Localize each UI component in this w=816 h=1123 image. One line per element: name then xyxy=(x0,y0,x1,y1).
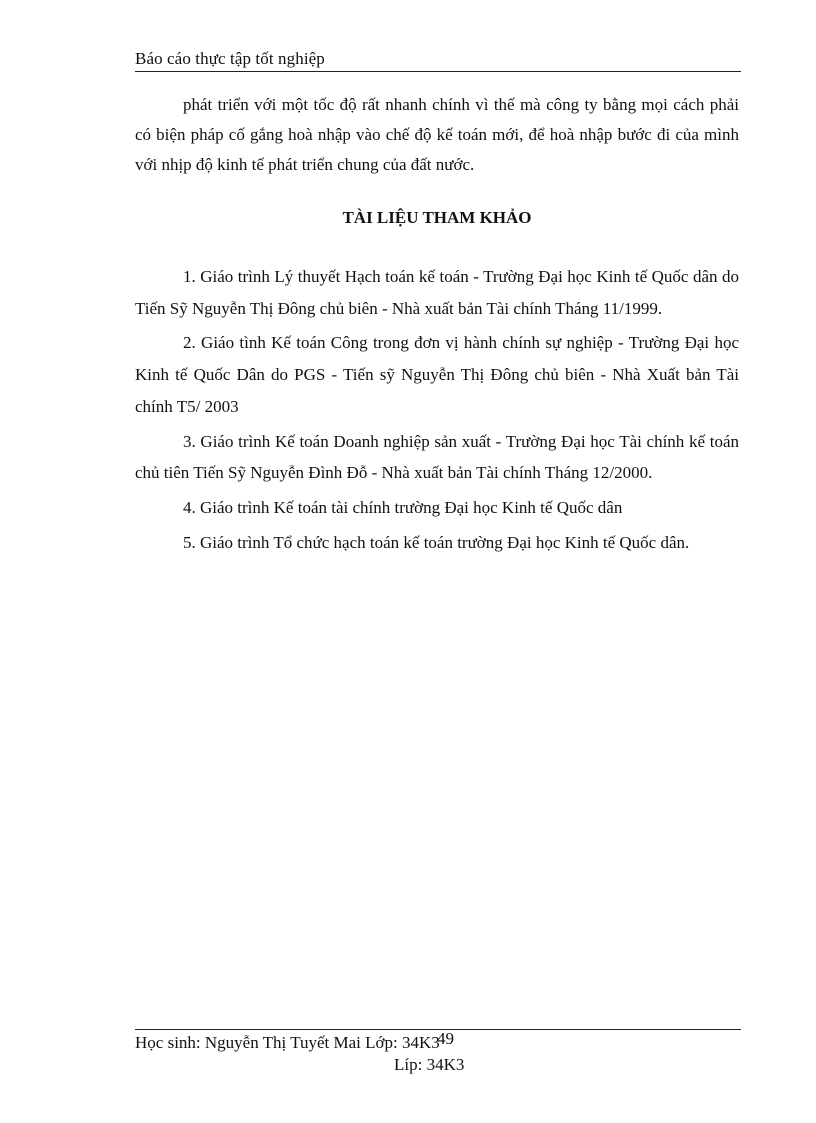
references-list xyxy=(135,261,739,561)
footer-class-line: Líp: 34K3 xyxy=(394,1055,465,1074)
page-number: 49 xyxy=(437,1029,454,1048)
reference-item: 5. Giáo trình Tổ chức hạch toán kế toán trường Đại học Kinh tế Quốc dân. xyxy=(183,532,690,552)
reference-item: 1. Giáo trình Lý thuyết Hạch toán kế toán - Trường Đại học Kinh tế Quốc dân do Tiến Sỹ Nguyễn Thị Đông chủ biên - Nhà xuất bản Tài chính Tháng 11/1999. xyxy=(135,267,739,318)
reference-item: 2. Giáo tình Kế toán Công trong đơn vị hành chính sự nghiệp - Trường Đại học Kinh tế Quốc Dân do PGS - Tiến sỹ Nguyễn Thị Đông chủ biên - Nhà Xuất bản Tài chính T5/ 2003 xyxy=(135,333,739,416)
references-heading: TÀI LIỆU THAM KHẢO xyxy=(342,208,532,227)
page-header-title: Báo cáo thực tập tốt nghiệp xyxy=(135,49,325,68)
footer-student-line: Học sinh: Nguyễn Thị Tuyết Mai Lớp: 34K3 xyxy=(135,1033,440,1052)
reference-item: 4. Giáo trình Kế toán tài chính trường Đại học Kinh tế Quốc dân xyxy=(183,497,623,517)
intro-paragraph: phát triển với một tốc độ rất nhanh chính vì thế mà công ty bằng mọi cách phải có biện pháp cố gắng hoà nhập vào chế độ kế toán mới, để hoà nhập bước đi của mình với nhịp độ kinh tế phát triển chung của đất nước. xyxy=(135,95,739,174)
reference-item: 3. Giáo trình Kế toán Doanh nghiệp sản xuất - Trường Đại học Tài chính kế toán chủ tiên Tiến Sỹ Nguyễn Đình Đỗ - Nhà xuất bản Tài chính Tháng 12/2000. xyxy=(135,431,739,483)
header-divider xyxy=(135,71,741,72)
